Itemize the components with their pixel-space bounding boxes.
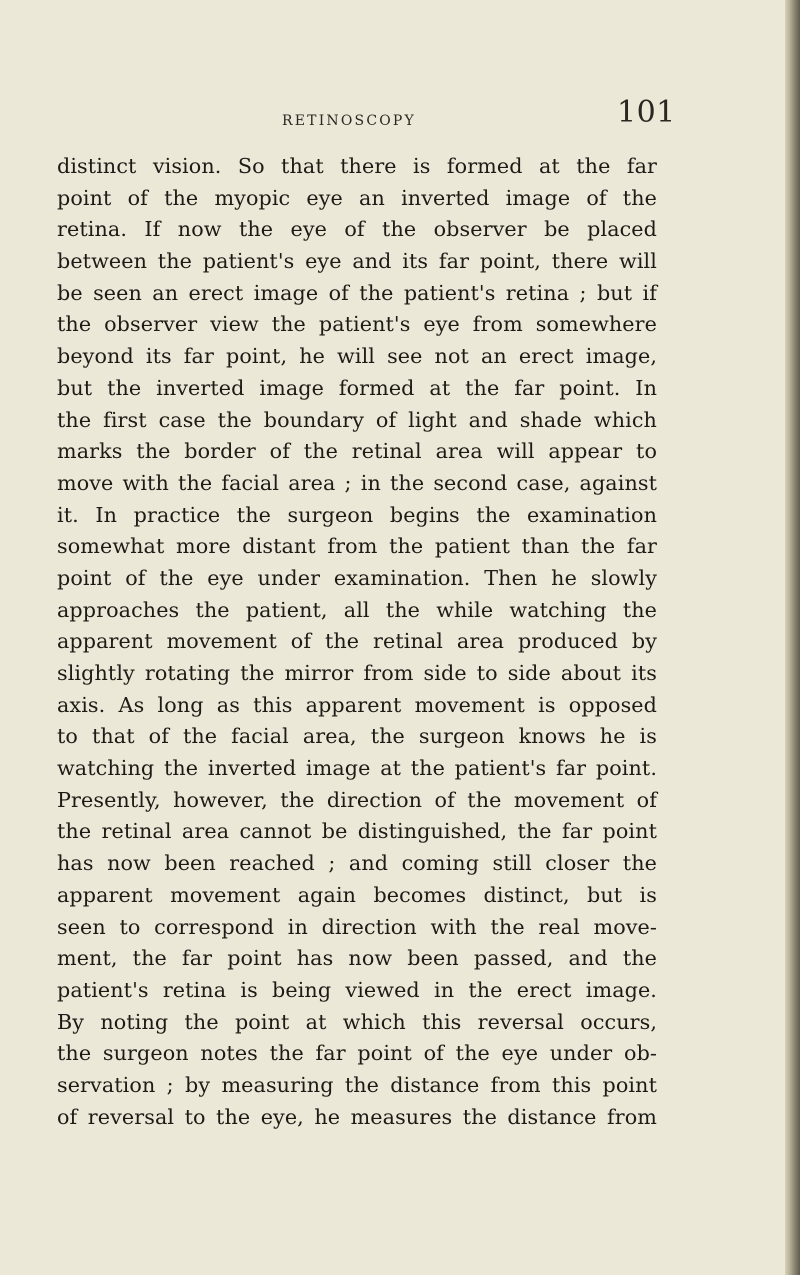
text-line: of reversal to the eye, he measures the distance from xyxy=(57,1104,657,1129)
text-line: the retinal area cannot be distinguished, the far point xyxy=(57,819,657,844)
page-edge-shadow xyxy=(785,0,800,1275)
text-line: By noting the point at which this reversal occurs, xyxy=(57,1009,657,1034)
text-line: move with the facial area ; in the second case, against xyxy=(57,470,657,495)
text-line: it. In practice the surgeon begins the examination xyxy=(57,502,657,527)
text-line: has now been reached ; and coming still closer the xyxy=(57,851,657,876)
text-line: the first case the boundary of light and shade which xyxy=(57,407,657,432)
text-line: the surgeon notes the far point of the eye under ob- xyxy=(57,1041,657,1066)
text-line: point of the eye under examination. Then he slowly xyxy=(57,565,657,590)
text-line: watching the inverted image at the patient's far point. xyxy=(57,756,657,781)
running-head: RETINOSCOPY xyxy=(282,113,416,129)
text-line: apparent movement of the retinal area produced by xyxy=(57,629,657,654)
text-line: apparent movement again becomes distinct, but is xyxy=(57,882,657,907)
text-line: axis. As long as this apparent movement is opposed xyxy=(57,692,657,717)
text-line: ment, the far point has now been passed, and the xyxy=(57,946,657,971)
text-line: servation ; by measuring the distance from this point xyxy=(57,1072,657,1097)
text-line: between the patient's eye and its far point, there will xyxy=(57,249,657,274)
page-number: 101 xyxy=(617,95,676,130)
text-line: slightly rotating the mirror from side to side about its xyxy=(57,661,657,685)
text-line: but the inverted image formed at the far point. In xyxy=(57,375,657,400)
text-line: point of the myopic eye an inverted image of the xyxy=(57,185,657,210)
text-line: distinct vision. So that there is formed at the far xyxy=(57,154,657,178)
text-line: marks the border of the retinal area will appear to xyxy=(57,439,657,464)
text-line: beyond its far point, he will see not an erect image, xyxy=(57,344,657,369)
text-line: seen to correspond in direction with the real move- xyxy=(57,914,657,939)
text-line: be seen an erect image of the patient's retina ; but if xyxy=(57,280,657,305)
text-line: patient's retina is being viewed in the erect image. xyxy=(57,977,657,1002)
text-line: to that of the facial area, the surgeon knows he is xyxy=(57,724,657,749)
body-text xyxy=(57,151,657,1133)
text-line: Presently, however, the direction of the movement of xyxy=(57,787,657,812)
text-line: somewhat more distant from the patient than the far xyxy=(57,534,657,559)
text-line: the observer view the patient's eye from somewhere xyxy=(57,312,657,337)
text-line: approaches the patient, all the while watching the xyxy=(57,597,657,622)
text-line: retina. If now the eye of the observer be placed xyxy=(57,217,657,242)
